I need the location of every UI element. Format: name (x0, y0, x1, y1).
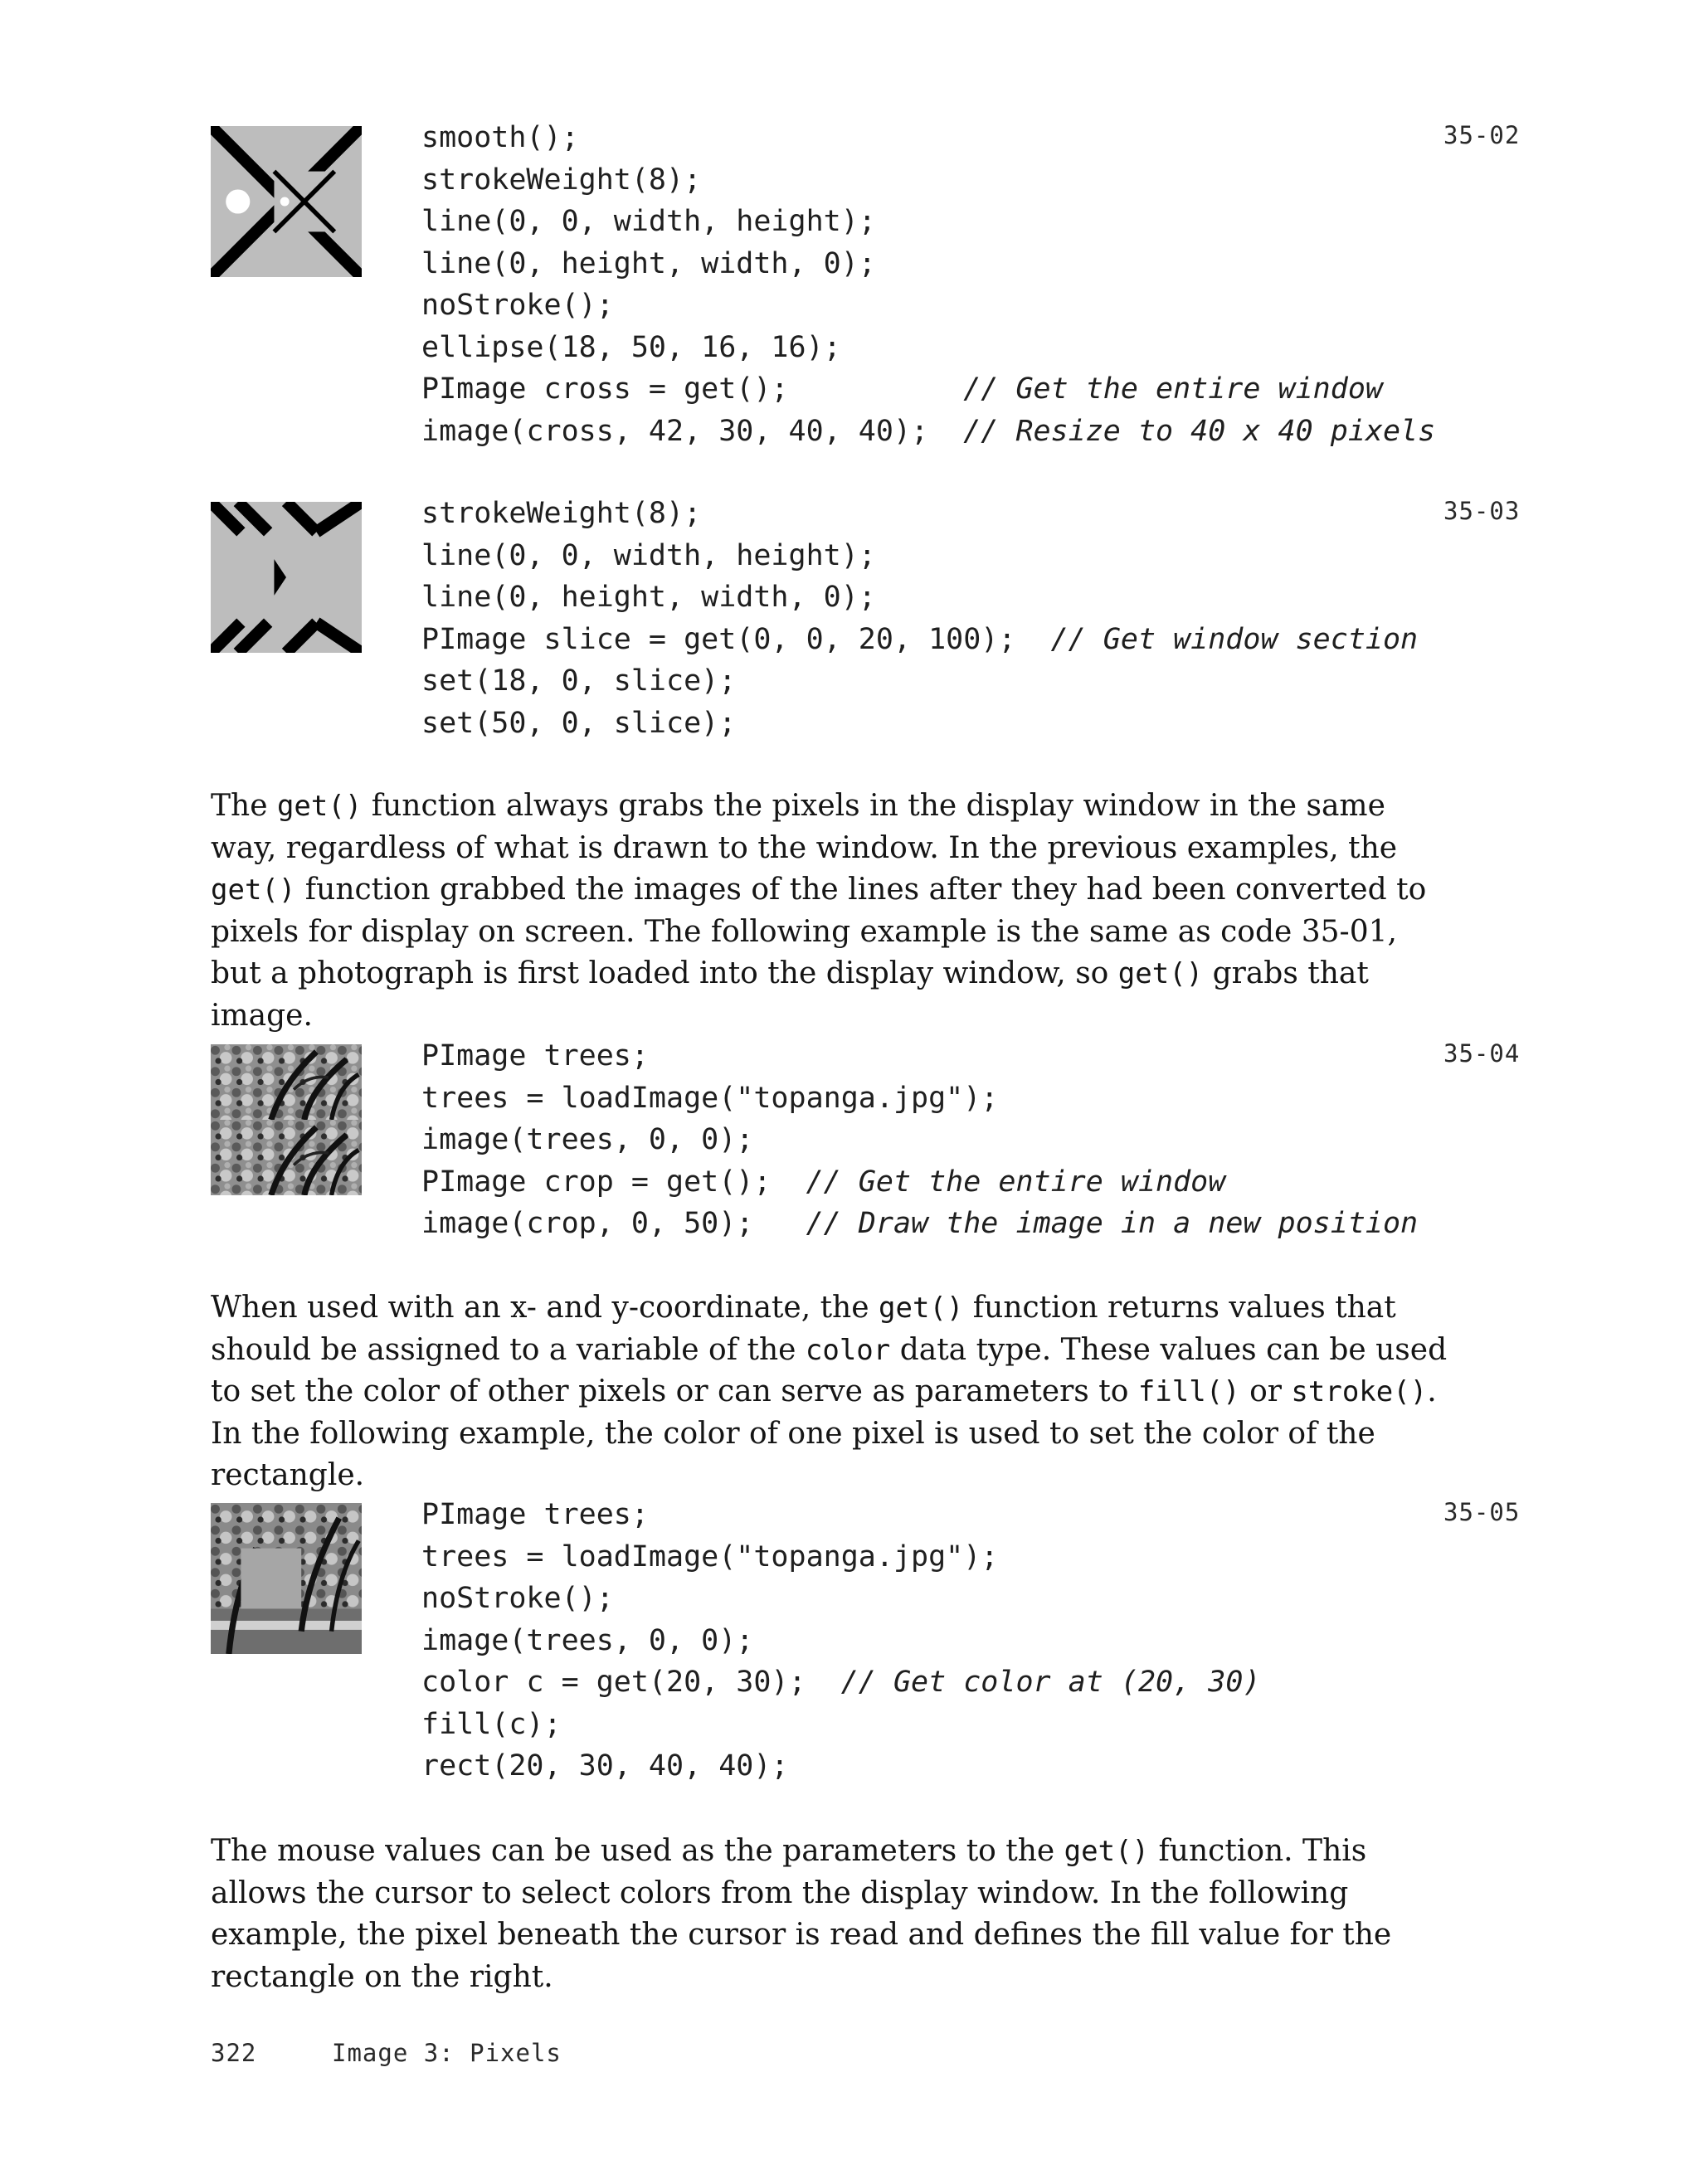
code-comment: // Get color at (20, 30) (840, 1666, 1261, 1699)
code-line (421, 1119, 1418, 1161)
inline-code: get() (211, 873, 296, 907)
code-text: line(0, 0, width, height); (421, 538, 876, 572)
paragraph-text: function returns values that should be assigned to a variable of the (211, 1291, 1396, 1367)
code-text: PImage slice = get(0, 0, 20, 100); (421, 622, 1051, 656)
code-text: image(cross, 42, 30, 40, 40); (421, 414, 964, 448)
inline-code: color (805, 1333, 891, 1367)
code-line (421, 368, 1435, 411)
code-text: strokeWeight(8); (421, 163, 702, 197)
inline-code: get() (879, 1291, 964, 1325)
paragraph-text: function. This allows the cursor to select colors from the display window. In the following example, the pixel beneath the cursor is read and defines the fill value for the rectangle on the right. (211, 1834, 1392, 1994)
code-text: strokeWeight(8); (421, 497, 702, 530)
code-text: PImage crop = get(); (421, 1165, 806, 1199)
code-line (421, 159, 1435, 202)
code-comment: // Get the entire window (963, 372, 1383, 406)
paragraph-text: function grabbed the images of the lines after they had been converted to pixels for display on screen. The following example is the same as code 35-01, but a photograph is first loaded into the display window, so (211, 873, 1427, 990)
code-text: noStroke(); (421, 1582, 614, 1615)
example-35-04-output-image (211, 1044, 362, 1195)
paragraph-text: The (211, 789, 277, 823)
code-text: fill(c); (421, 1707, 562, 1741)
code-text: trees = loadImage("topanga.jpg"); (421, 1540, 999, 1574)
code-text: line(0, 0, width, height); (421, 205, 876, 238)
example-35-02-output-image (211, 126, 362, 277)
paragraph-text: data type. These values can be used to set the color of other pixels or can serve as parameters to (211, 1332, 1448, 1408)
code-line (421, 1536, 1260, 1578)
code-line (421, 327, 1435, 369)
paragraph-text: or (1239, 1374, 1292, 1408)
code-text: PImage trees; (421, 1498, 649, 1531)
inline-code: get() (1117, 957, 1204, 990)
inline-code: get() (1064, 1835, 1150, 1868)
code-text: set(18, 0, slice); (421, 664, 737, 698)
code-line (421, 411, 1435, 453)
code-line (421, 535, 1418, 577)
code-comment: // Get the entire window (806, 1165, 1226, 1199)
inline-code: fill() (1137, 1375, 1240, 1408)
paragraph-text: grabs that image. (211, 956, 1369, 1033)
code-text: PImage trees; (421, 1039, 649, 1073)
inline-code: get() (276, 790, 363, 823)
code-line (421, 1161, 1418, 1204)
paragraph-text: When used with an x- and y-coordinate, the (211, 1291, 879, 1325)
paragraph-text: The mouse values can be used as the parameters to the (211, 1834, 1064, 1868)
code-text: ellipse(18, 50, 16, 16); (421, 330, 841, 364)
code-line (421, 1077, 1418, 1120)
example-number: 35-05 (1443, 1498, 1521, 1526)
code-text: color c = get(20, 30); (421, 1666, 841, 1699)
chapter-title: Image 3: Pixels (332, 2039, 562, 2067)
code-comment: // Draw the image in a new position (806, 1207, 1419, 1240)
code-line (421, 117, 1435, 159)
code-listing-35-03 (421, 493, 1418, 744)
code-line (421, 576, 1418, 619)
code-text: trees = loadImage("topanga.jpg"); (421, 1081, 999, 1115)
code-text: PImage cross = get(); (421, 372, 964, 406)
code-line (421, 1035, 1418, 1077)
example-35-05-output-image (211, 1503, 362, 1654)
example-number: 35-04 (1443, 1039, 1521, 1068)
code-line (421, 660, 1418, 703)
body-paragraph (211, 1831, 1455, 1998)
code-text: line(0, height, width, 0); (421, 246, 876, 280)
example-number: 35-02 (1443, 121, 1521, 149)
code-line (421, 493, 1418, 535)
example-35-03-output-image (211, 502, 362, 653)
code-text: line(0, height, width, 0); (421, 581, 876, 614)
code-listing-35-05 (421, 1494, 1260, 1788)
code-line (421, 243, 1435, 285)
code-text: smooth(); (421, 121, 579, 154)
code-line (421, 703, 1418, 745)
page-number: 322 (211, 2039, 257, 2067)
paragraph-text: function always grabs the pixels in the display window in the same way, regardless of what is drawn to the window. In the previous examples, the (211, 789, 1398, 865)
code-comment: // Resize to 40 x 40 pixels (963, 414, 1436, 448)
paragraph-text: . In the following example, the color of one pixel is used to set the color of the rectangle. (211, 1374, 1437, 1492)
code-text: image(trees, 0, 0); (421, 1123, 754, 1156)
code-line (421, 201, 1435, 243)
code-line (421, 1494, 1260, 1536)
code-line (421, 1578, 1260, 1620)
code-text: noStroke(); (421, 289, 614, 322)
code-line (421, 1203, 1418, 1245)
body-paragraph (211, 1287, 1455, 1497)
code-text: set(50, 0, slice); (421, 706, 737, 740)
code-text: rect(20, 30, 40, 40); (421, 1749, 789, 1783)
code-line (421, 1661, 1260, 1704)
inline-code: stroke() (1291, 1375, 1428, 1408)
code-line (421, 285, 1435, 327)
code-text: image(trees, 0, 0); (421, 1623, 754, 1657)
code-line (421, 619, 1418, 661)
example-number: 35-03 (1443, 497, 1521, 525)
code-text: image(crop, 0, 50); (421, 1207, 806, 1240)
code-line (421, 1704, 1260, 1746)
code-listing-35-04 (421, 1035, 1418, 1245)
code-listing-35-02 (421, 117, 1435, 452)
code-line (421, 1620, 1260, 1662)
code-comment: // Get window section (1050, 622, 1419, 656)
code-line (421, 1745, 1260, 1788)
body-paragraph (211, 786, 1455, 1037)
